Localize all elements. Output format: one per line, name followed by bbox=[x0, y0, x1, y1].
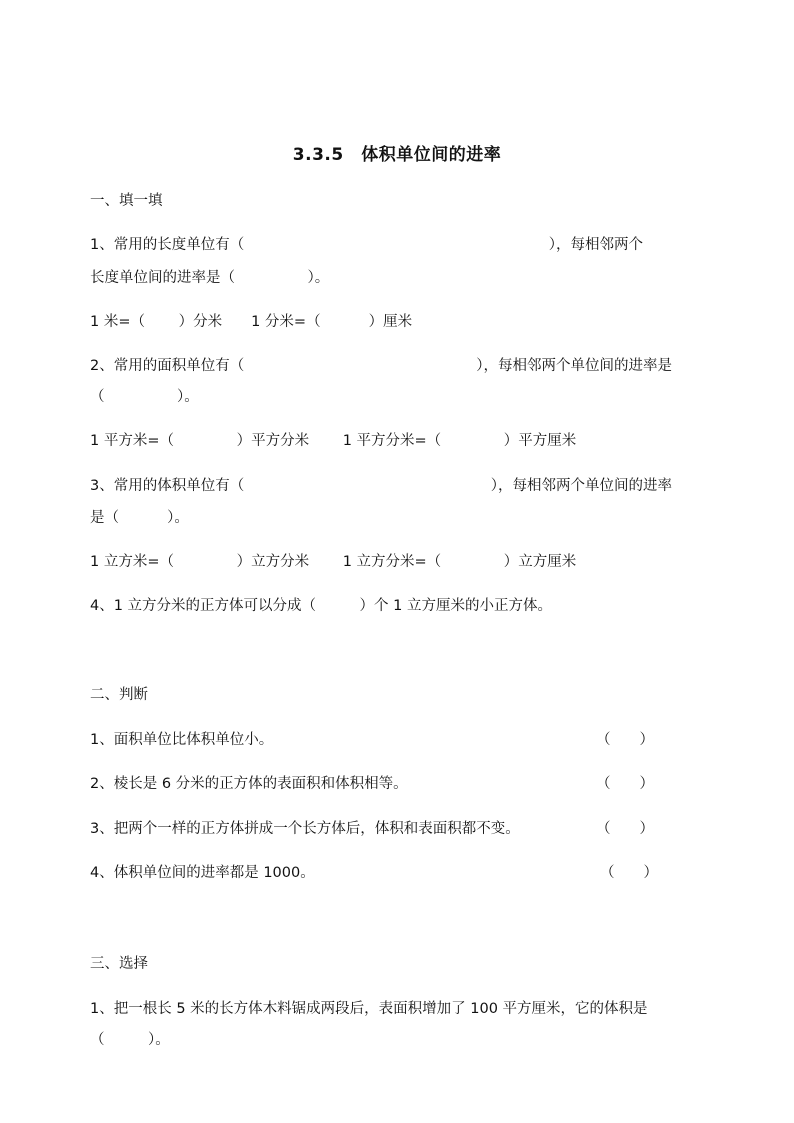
question-2-line-2: （ ）。 bbox=[90, 389, 199, 405]
section-heading-fill: 一、填一填 bbox=[90, 193, 163, 209]
judge-answer-1: （ ） bbox=[596, 732, 654, 748]
page-title: 3.3.5 体积单位间的进率 bbox=[292, 145, 502, 165]
judge-answer-3: （ ） bbox=[596, 821, 654, 837]
judge-item-3: 3、把两个一样的正方体拼成一个长方体后，体积和表面积都不变。 bbox=[90, 821, 520, 837]
question-3-line-1: 3、常用的体积单位有（ ），每相邻两个单位间的进率 bbox=[90, 478, 672, 494]
question-2-line-1: 2、常用的面积单位有（ ），每相邻两个单位间的进率是 bbox=[90, 358, 672, 374]
question-1-line-1: 1、常用的长度单位有（ ），每相邻两个 bbox=[90, 237, 643, 253]
judge-answer-4: （ ） bbox=[600, 865, 658, 881]
judge-item-2: 2、棱长是 6 分米的正方体的表面积和体积相等。 bbox=[90, 776, 408, 792]
section-heading-judge: 二、判断 bbox=[90, 687, 148, 703]
choice-question-1-line-2: （ ）。 bbox=[90, 1032, 170, 1048]
question-3-line-2: 是（ ）。 bbox=[90, 510, 189, 526]
choice-question-1-line-1: 1、把一根长 5 米的长方体木料锯成两段后，表面积增加了 100 平方厘米，它的体积是 bbox=[90, 1001, 648, 1017]
judge-item-1: 1、面积单位比体积单位小。 bbox=[90, 732, 274, 748]
question-3-conversion: 1 立方米=（ ）立方分米 1 立方分米=（ ）立方厘米 bbox=[90, 554, 577, 570]
question-4: 4、1 立方分米的正方体可以分成（ ）个 1 立方厘米的小正方体。 bbox=[90, 598, 553, 614]
judge-answer-2: （ ） bbox=[596, 776, 654, 792]
judge-item-4: 4、体积单位间的进率都是 1000。 bbox=[90, 865, 315, 881]
question-1-conversion: 1 米=（ ）分米 1 分米=（ ）厘米 bbox=[90, 314, 413, 330]
section-heading-choice: 三、选择 bbox=[90, 956, 148, 972]
question-2-conversion: 1 平方米=（ ）平方分米 1 平方分米=（ ）平方厘米 bbox=[90, 433, 577, 449]
question-1-line-2: 长度单位间的进率是（ ）。 bbox=[90, 270, 330, 286]
